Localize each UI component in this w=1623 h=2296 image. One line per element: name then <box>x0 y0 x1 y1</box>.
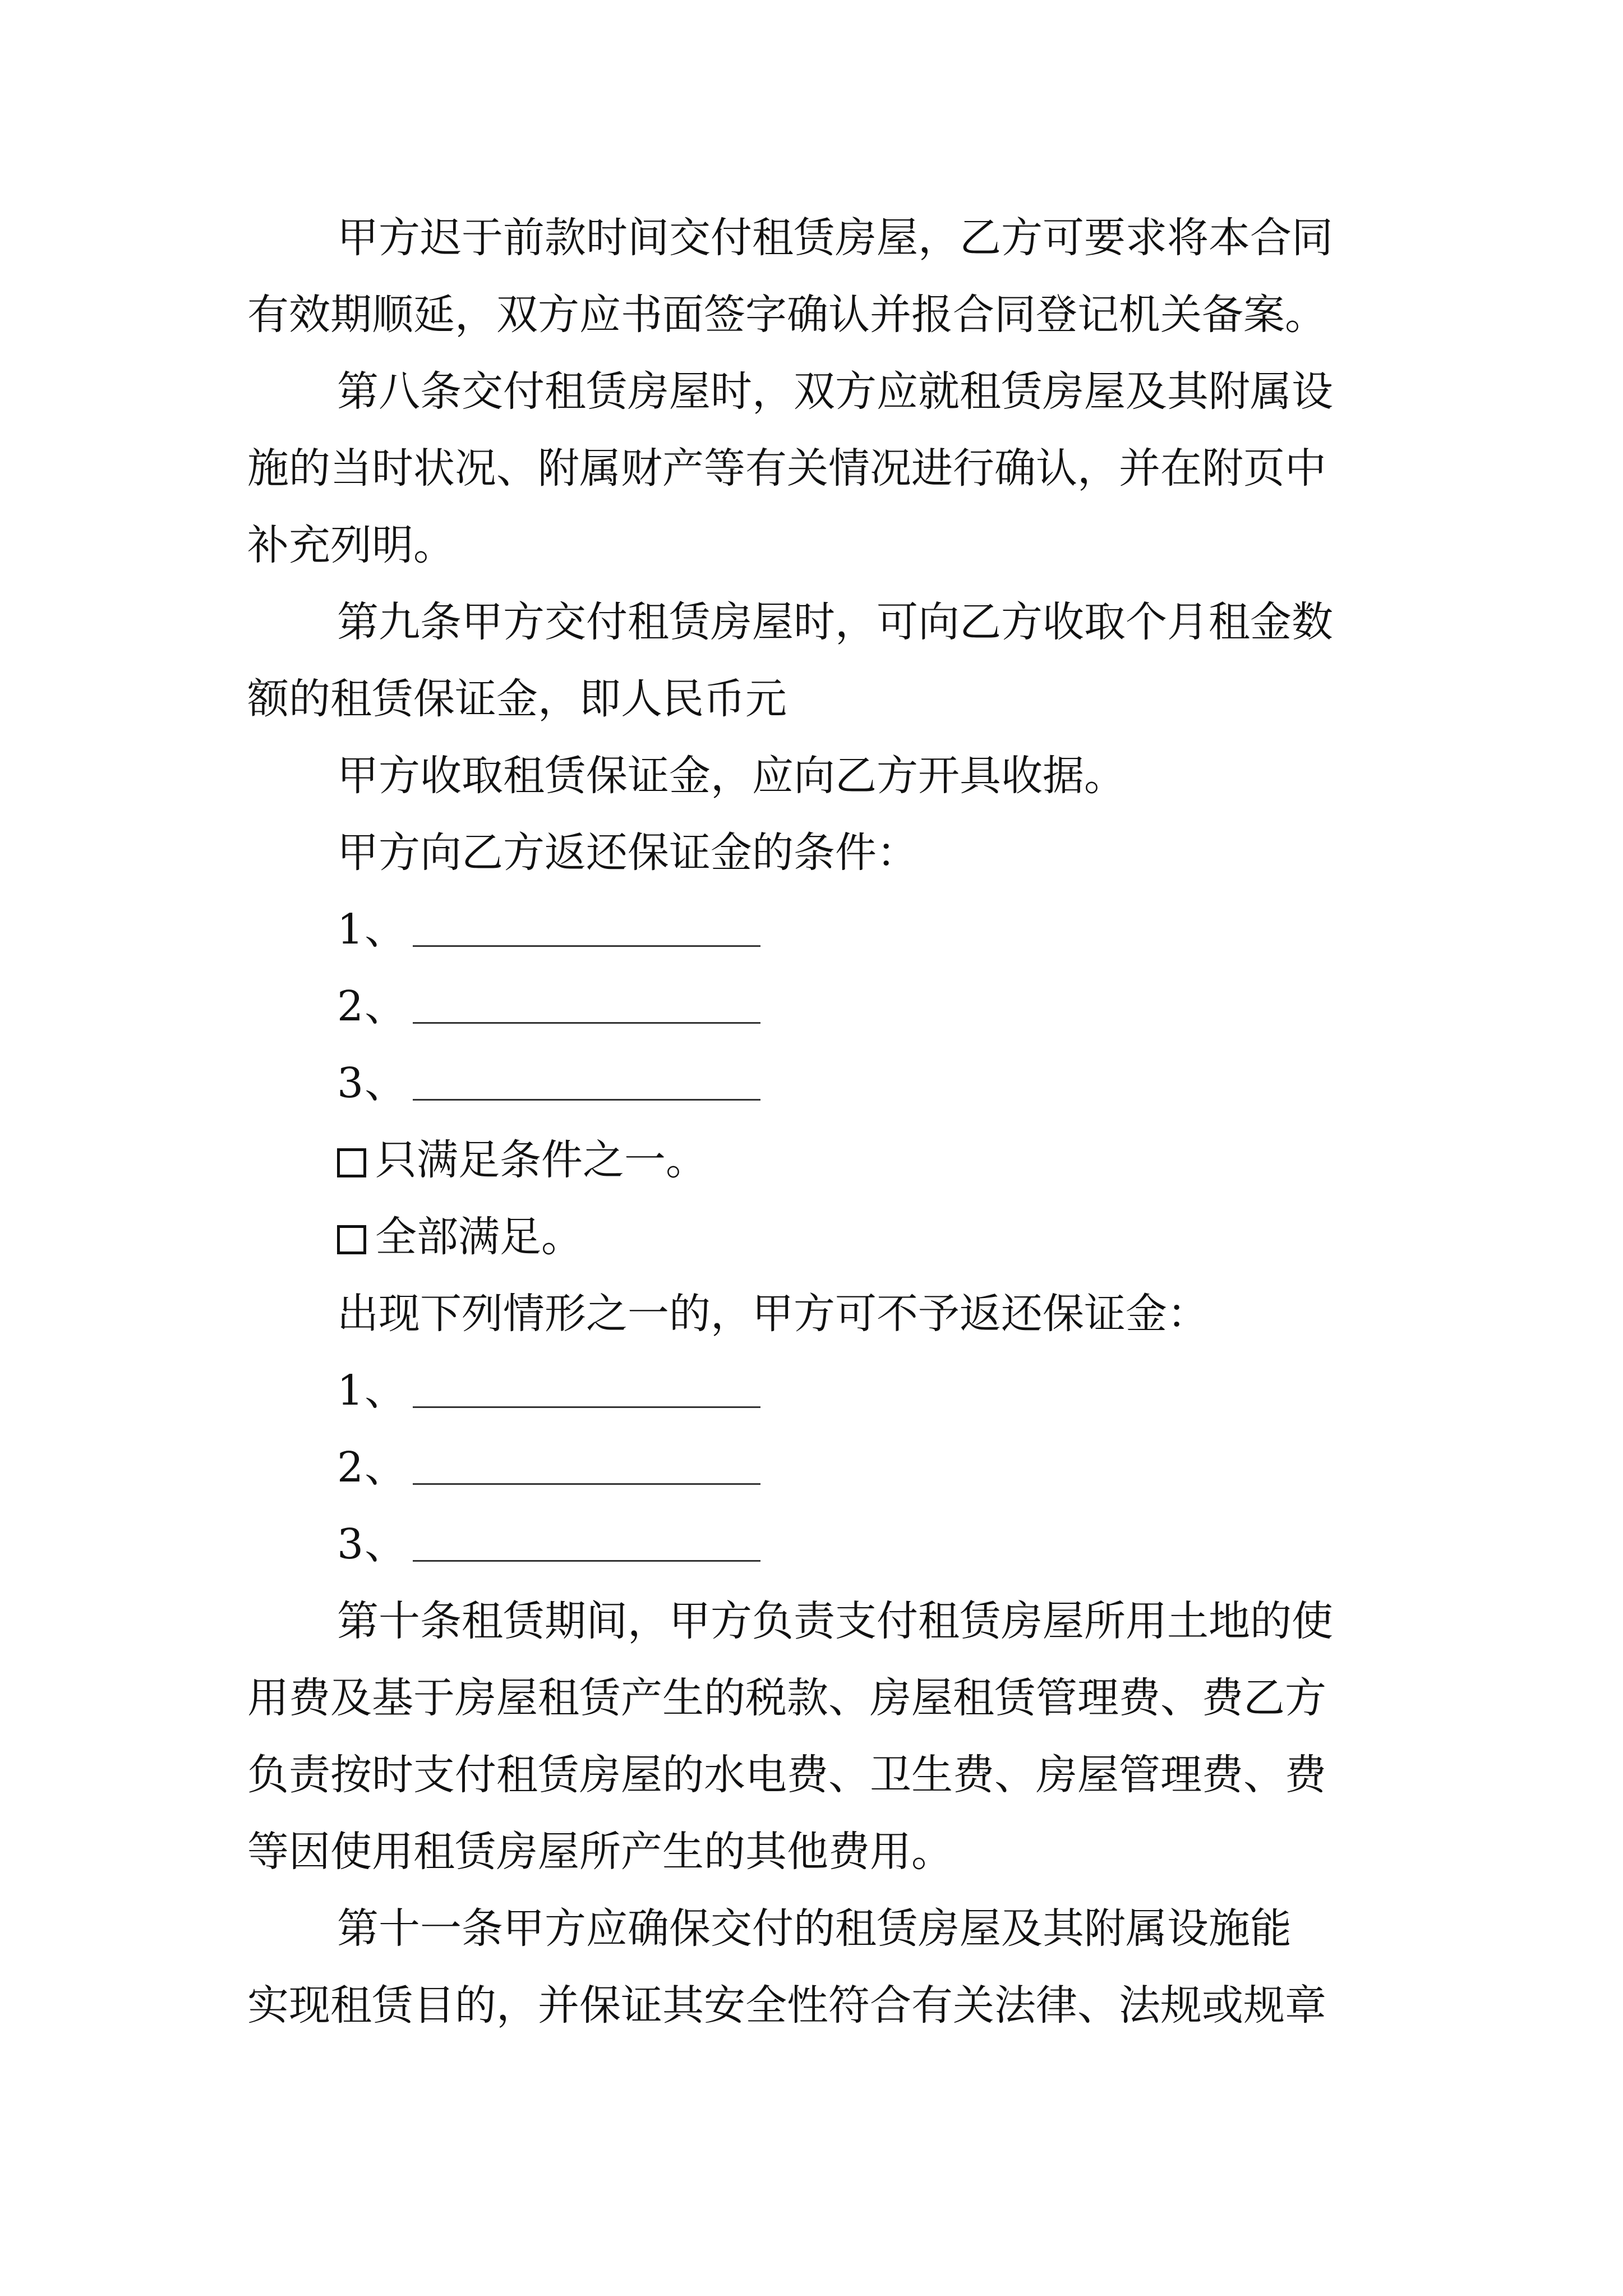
document-body <box>247 200 1391 2044</box>
paragraph-line: 第八条交付租赁房屋时，双方应就租赁房屋及其附属设 <box>337 367 1333 416</box>
paragraph-line: 额的租赁保证金，即人民币元 <box>247 675 787 723</box>
item-number: 2、 <box>337 1443 408 1492</box>
paragraph-line: 用费及基于房屋租赁产生的税款、房屋租赁管理费、费乙方 <box>247 1674 1326 1722</box>
item-number: 3、 <box>337 1520 408 1568</box>
item-number: 3、 <box>337 1059 408 1107</box>
paragraph-line: 甲方收取租赁保证金，应向乙方开具收据。 <box>337 752 1126 800</box>
checkbox-square-icon[interactable] <box>337 1148 366 1177</box>
paragraph-line: 甲方迟于前款时间交付租赁房屋，乙方可要求将本合同 <box>337 214 1333 262</box>
paragraph-line: 实现租赁目的，并保证其安全性符合有关法律、法规或规章 <box>247 1981 1326 2030</box>
fill-in-item <box>247 1045 1391 1122</box>
checkbox-label: 只满足条件之一。 <box>375 1136 707 1184</box>
paragraph-line: 第十条租赁期间，甲方负责支付租赁房屋所用土地的使 <box>337 1597 1333 1645</box>
paragraph-line: 施的当时状况、附属财产等有关情况进行确认，并在附页中 <box>247 444 1326 493</box>
fill-in-blank-line[interactable] <box>413 1406 760 1408</box>
fill-in-item <box>247 1506 1391 1583</box>
paragraph-line: 出现下列情形之一的，甲方可不予返还保证金： <box>337 1290 1209 1338</box>
fill-in-blank-line[interactable] <box>413 945 760 947</box>
item-number: 2、 <box>337 982 408 1030</box>
item-number: 1、 <box>337 1366 408 1415</box>
fill-in-item <box>247 891 1391 968</box>
fill-in-blank-line[interactable] <box>413 1483 760 1485</box>
paragraph-line: 第十一条甲方应确保交付的租赁房屋及其附属设施能 <box>337 1904 1292 1953</box>
checkbox-option <box>247 1199 1391 1276</box>
paragraph-line: 有效期顺延，双方应书面签字确认并报合同登记机关备案。 <box>247 291 1326 339</box>
paragraph-line: 等因使用租赁房屋所产生的其他费用。 <box>247 1828 953 1876</box>
item-number: 1、 <box>337 905 408 954</box>
paragraph-line: 第九条甲方交付租赁房屋时，可向乙方收取个月租金数 <box>337 598 1333 646</box>
fill-in-blank-line[interactable] <box>413 1559 760 1562</box>
paragraph-line: 补充列明。 <box>247 521 455 569</box>
fill-in-blank-line[interactable] <box>413 1098 760 1101</box>
fill-in-item <box>247 968 1391 1045</box>
fill-in-item <box>247 1429 1391 1506</box>
paragraph-line: 负责按时支付租赁房屋的水电费、卫生费、房屋管理费、费 <box>247 1751 1326 1799</box>
checkbox-label: 全部满足。 <box>375 1213 583 1261</box>
paragraph-line: 甲方向乙方返还保证金的条件： <box>337 829 918 877</box>
checkbox-square-icon[interactable] <box>337 1225 366 1254</box>
fill-in-blank-line[interactable] <box>413 1022 760 1024</box>
checkbox-option <box>247 1122 1391 1199</box>
fill-in-item <box>247 1352 1391 1429</box>
